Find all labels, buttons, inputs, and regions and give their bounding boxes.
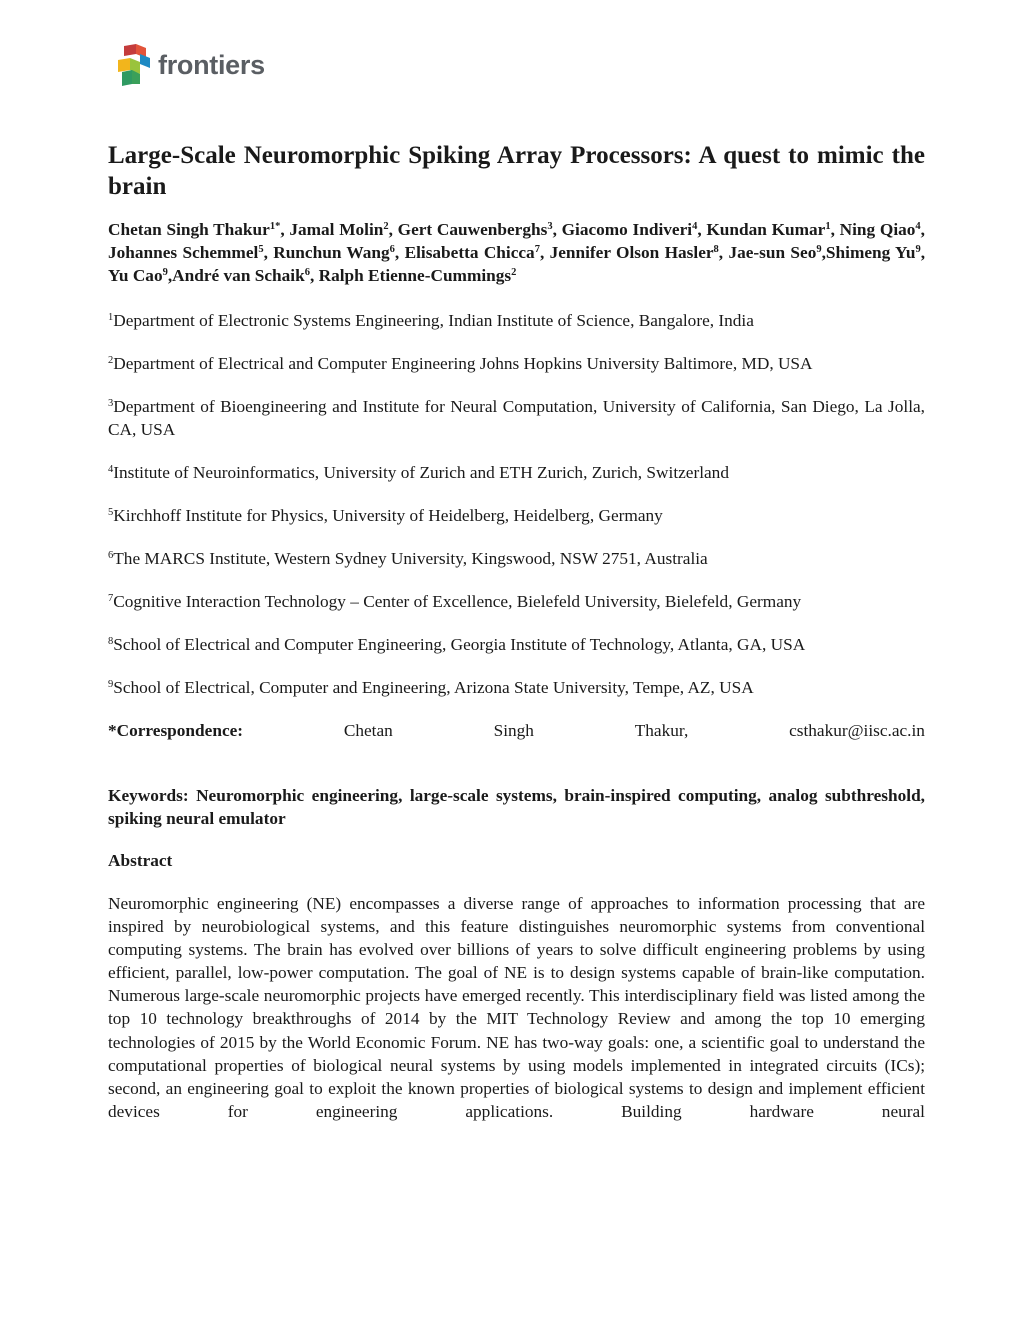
author-name: Chetan Singh Thakur (108, 220, 270, 239)
author-affiliation-mark: 9 (816, 244, 822, 255)
author-affiliation-mark: 7 (534, 244, 540, 255)
author-affiliation-mark: 5 (258, 244, 264, 255)
affiliation-list (108, 309, 925, 699)
author-name: André van Schaik (172, 266, 305, 285)
affiliation-number: 7 (108, 593, 114, 604)
author-name: Runchun Wang (273, 243, 390, 262)
author-name: Jennifer Olson Hasler (549, 243, 714, 262)
frontiers-logo-text: frontiers (158, 49, 265, 80)
author-name: Shimeng Yu (825, 243, 916, 262)
abstract-heading: Abstract (108, 851, 173, 870)
keywords: Keywords: Neuromorphic engineering, large-scale systems, brain-inspired computing, analog subthreshold, spiking neural emulator (108, 786, 925, 828)
affiliation-item (108, 309, 925, 332)
affiliation-number: 4 (108, 464, 114, 475)
author-affiliation-mark: 6 (304, 267, 310, 278)
affiliation-text: Kirchhoff Institute for Physics, University of Heidelberg, Heidelberg, Germany (113, 506, 663, 525)
author-affiliation-mark: 9 (162, 267, 168, 278)
author-affiliation-mark: 2 (511, 267, 517, 278)
affiliation-text: Department of Bioengineering and Institute for Neural Computation, University of California, San Diego, La Jolla, CA, USA (108, 397, 925, 439)
author-list: Chetan Singh Thakur$^{1*}$, Jamal Molin$^2$, Gert Cauwenberghs$^3$, Giacomo Indiveri$^4$, Kundan Kumar$^1$, Ning Qiao$^4$, Johannes Schemmel$^5$, Runchun Wang$^6$, Elisabetta Chicca$^7$, Jennifer Olson Hasler$^8$, Jae-sun Seo$^9$,Shimeng Yu$^9$, Yu Cao$^9$,André van Schaik$^6$, Ralph Etienne-Cummings$^2$ (108, 220, 926, 285)
affiliation-number: 9 (108, 679, 114, 690)
author-affiliation-mark: 9 (915, 244, 921, 255)
correspondence-word: Chetan (343, 721, 393, 740)
author-name: Jamal Molin (289, 220, 384, 239)
frontiers-logo (118, 42, 265, 88)
abstract-text: Neuromorphic engineering (NE) encompasses a diverse range of approaches to information processing that are inspired by neurobiological systems, and this feature distinguishes neuromorphic systems from conventional computing systems. The brain has evolved over billions of years to solve difficult engineering problems by using efficient, parallel, low-power computation. The goal of NE is to design systems capable of brain-like computation. Numerous large-scale neuromorphic projects have emerged recently. This interdisciplinary field was listed among the top 10 technology breakthroughs of 2014 by the MIT Technology Review and among the top 10 emerging technologies of 2015 by the World Economic Forum. NE has two-way goals: one, a scientific goal to understand the computational properties of biological neural systems by using models implemented in integrated circuits (ICs); second, an engineering goal to exploit the known properties of biological systems to design and implement efficient devices for engineering applications. Building hardware neural (108, 894, 925, 1121)
affiliation-item (108, 633, 925, 656)
affiliation-item (108, 504, 925, 527)
author-name: Kundan Kumar (706, 220, 826, 239)
author-name: Ning Qiao (839, 220, 916, 239)
author-affiliation-mark: 4 (915, 221, 921, 232)
author-affiliation-mark: 8 (713, 244, 719, 255)
affiliation-item (108, 352, 925, 375)
paper-first-page (108, 140, 925, 1123)
author-name: Gert Cauwenberghs (397, 220, 548, 239)
author-affiliation-mark: 6 (389, 244, 395, 255)
affiliation-text: Department of Electronic Systems Engineering, Indian Institute of Science, Bangalore, India (113, 311, 754, 330)
affiliation-text: Cognitive Interaction Technology – Center of Excellence, Bielefeld University, Bielefeld, Germany (113, 592, 802, 611)
correspondence-word: Thakur, (634, 721, 689, 740)
author-name: Elisabetta Chicca (404, 243, 535, 262)
author-affiliation-mark: 2 (383, 221, 389, 232)
affiliation-item (108, 547, 925, 570)
affiliation-text: Institute of Neuroinformatics, University of Zurich and ETH Zurich, Zurich, Switzerland (113, 463, 729, 482)
affiliation-item (108, 461, 925, 484)
correspondence-label: *Correspondence: (108, 721, 244, 740)
correspondence-email[interactable]: csthakur@iisc.ac.in (789, 721, 925, 740)
affiliation-item (108, 590, 925, 613)
author-name: Yu Cao (108, 266, 163, 285)
author-name: Giacomo Indiveri (561, 220, 693, 239)
affiliation-item (108, 395, 925, 441)
author-name: Johannes Schemmel (108, 243, 259, 262)
author-affiliation-mark: 4 (692, 221, 698, 232)
correspondence-line (108, 719, 925, 742)
affiliation-number: 1 (108, 312, 114, 323)
paper-title: Large-Scale Neuromorphic Spiking Array Processors: A quest to mimic the brain (108, 142, 925, 200)
author-name: Jae-sun Seo (728, 243, 817, 262)
author-affiliation-mark: 3 (547, 221, 553, 232)
affiliation-number: 6 (108, 550, 114, 561)
affiliation-text: Department of Electrical and Computer Engineering Johns Hopkins University Baltimore, MD, USA (113, 354, 813, 373)
correspondence-word: Singh (493, 721, 534, 740)
affiliation-number: 3 (108, 398, 114, 409)
author-affiliation-mark: 1 (825, 221, 831, 232)
author-affiliation-mark: 1* (269, 221, 281, 232)
affiliation-text: The MARCS Institute, Western Sydney University, Kingswood, NSW 2751, Australia (113, 549, 708, 568)
affiliation-text: School of Electrical, Computer and Engineering, Arizona State University, Tempe, AZ, USA (113, 678, 754, 697)
frontiers-cube-icon (118, 44, 152, 86)
affiliation-text: School of Electrical and Computer Engineering, Georgia Institute of Technology, Atlanta, GA, USA (113, 635, 806, 654)
affiliation-number: 8 (108, 636, 114, 647)
affiliation-item (108, 676, 925, 699)
affiliation-number: 2 (108, 355, 114, 366)
author-name: Ralph Etienne-Cummings (318, 266, 512, 285)
affiliation-number: 5 (108, 507, 114, 518)
